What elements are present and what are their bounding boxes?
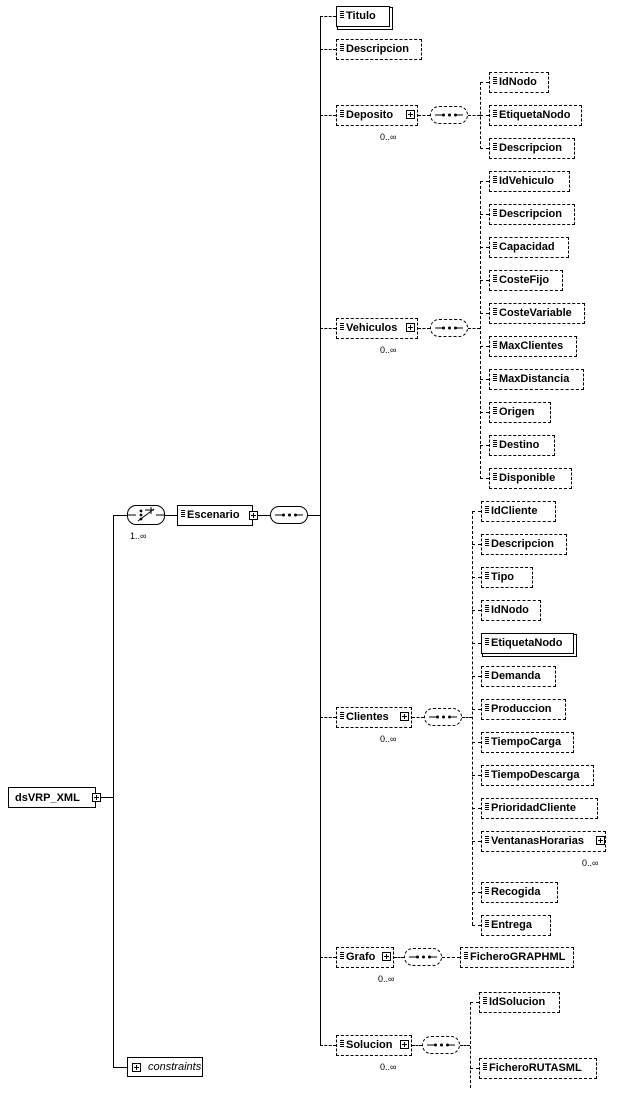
element-label: TiempoCarga (491, 736, 562, 748)
choice-occurrence: 1..∞ (130, 531, 147, 541)
ventanashorarias-expander-icon[interactable] (596, 836, 605, 845)
element-label: Deposito (346, 109, 394, 121)
connector (480, 313, 489, 314)
connector (480, 280, 489, 281)
element-label: Capacidad (499, 241, 555, 253)
connector (418, 328, 430, 329)
connector (480, 181, 489, 182)
connector (480, 445, 489, 446)
element-label: Recogida (491, 886, 541, 898)
connector (101, 797, 113, 798)
connector (113, 515, 127, 516)
element-label: IdVehiculo (499, 175, 555, 187)
connector (472, 892, 481, 893)
element-recogida[interactable] (481, 882, 558, 903)
element-label: IdSolucion (489, 996, 546, 1008)
element-prioridadcliente[interactable] (481, 798, 598, 819)
connector (480, 82, 489, 83)
element-disponible[interactable] (489, 468, 572, 489)
element-label: Produccion (491, 703, 552, 715)
element-demanda[interactable] (481, 666, 556, 687)
element-label: CosteFijo (499, 274, 550, 286)
element-etiquetanodo-deposito[interactable] (489, 105, 582, 126)
element-destino[interactable] (489, 435, 555, 456)
connector (472, 841, 481, 842)
deposito-expander-icon[interactable] (406, 110, 415, 119)
element-descripcion-deposito[interactable] (489, 138, 575, 159)
element-label: Demanda (491, 670, 541, 682)
connector (472, 610, 481, 611)
element-label: Descripcion (499, 208, 562, 220)
connector (462, 717, 472, 718)
connector (480, 478, 489, 479)
choice-compositor[interactable] (127, 505, 165, 525)
element-tiempocarga[interactable] (481, 732, 574, 753)
clientes-occurrence: 0..∞ (380, 734, 397, 744)
element-idcliente[interactable] (481, 501, 556, 522)
element-label: Destino (499, 439, 540, 451)
vehiculos-occurrence: 0..∞ (380, 345, 397, 355)
connector (472, 511, 481, 512)
connector (320, 16, 321, 1045)
connector (165, 515, 177, 516)
connector (113, 797, 114, 1067)
element-tipo[interactable] (481, 567, 533, 588)
connector (480, 412, 489, 413)
vehiculos-expander-icon[interactable] (406, 323, 415, 332)
connector (418, 115, 430, 116)
connector (460, 1045, 470, 1046)
element-label: Titulo (346, 10, 376, 22)
connector (480, 379, 489, 380)
root-element-dsvrp-xml[interactable] (8, 787, 96, 808)
sequence-compositor-solucion[interactable] (422, 1036, 460, 1054)
connector (470, 1002, 479, 1003)
connector (442, 957, 460, 958)
connector (480, 115, 489, 116)
element-label: MaxClientes (499, 340, 564, 352)
element-label: FicheroGRAPHML (470, 951, 566, 963)
element-label: EtiquetaNodo (491, 637, 563, 649)
element-label: IdNodo (491, 604, 529, 616)
connector (472, 775, 481, 776)
grafo-occurrence: 0..∞ (378, 974, 395, 984)
connector (113, 515, 114, 798)
element-idsolucion[interactable] (479, 992, 560, 1013)
element-label: FicheroRUTASML (489, 1062, 582, 1074)
element-label: MaxDistancia (499, 373, 570, 385)
element-label: Escenario (187, 509, 240, 521)
element-capacidad[interactable] (489, 237, 569, 258)
element-idnodo-deposito[interactable] (489, 72, 549, 93)
element-label: IdCliente (491, 505, 538, 517)
constraints-expander-icon[interactable] (132, 1063, 141, 1072)
connector (320, 1045, 336, 1046)
element-entrega[interactable] (481, 915, 551, 936)
element-label: PrioridadCliente (491, 802, 576, 814)
sequence-compositor-escenario[interactable] (270, 506, 308, 524)
element-idnodo-cliente[interactable] (481, 600, 541, 621)
connector (412, 1045, 422, 1046)
connector (320, 328, 336, 329)
connector (472, 577, 481, 578)
element-descripcion-vehiculo[interactable] (489, 204, 575, 225)
connector (472, 709, 481, 710)
element-maxclientes[interactable] (489, 336, 577, 357)
element-label: Origen (499, 406, 535, 418)
element-label: TiempoDescarga (491, 769, 580, 781)
connector (320, 115, 336, 116)
solucion-occurrence: 0..∞ (380, 1062, 397, 1072)
constraints-box[interactable] (127, 1057, 203, 1077)
connector (468, 115, 480, 116)
connector (480, 181, 481, 479)
element-produccion[interactable] (481, 699, 566, 720)
element-maxdistancia[interactable] (489, 369, 584, 390)
element-ventanashorarias[interactable] (481, 831, 606, 852)
element-descripcion-cliente[interactable] (481, 534, 567, 555)
element-label: VentanasHorarias (491, 835, 584, 847)
ventanashorarias-occurrence: 0..∞ (582, 858, 599, 868)
element-escenario[interactable] (177, 505, 253, 526)
element-costevariable[interactable] (489, 303, 585, 324)
root-label: dsVRP_XML (15, 791, 80, 804)
element-label: EtiquetaNodo (499, 109, 571, 121)
connector (472, 643, 481, 644)
deposito-occurrence: 0..∞ (380, 132, 397, 142)
root-expander-icon[interactable] (92, 793, 101, 802)
connector (470, 1002, 471, 1088)
element-ficherographml[interactable] (460, 947, 574, 968)
connector (472, 808, 481, 809)
element-label: Entrega (491, 919, 532, 931)
sequence-compositor-vehiculos[interactable] (430, 319, 468, 337)
element-titulo[interactable] (336, 6, 390, 27)
connector (480, 247, 489, 248)
escenario-expander-icon[interactable] (249, 511, 258, 520)
element-label: Solucion (346, 1039, 393, 1051)
clientes-expander-icon[interactable] (400, 712, 409, 721)
grafo-expander-icon[interactable] (382, 952, 391, 961)
sequence-compositor-grafo[interactable] (404, 948, 442, 966)
connector (472, 511, 473, 925)
element-idvehiculo[interactable] (489, 171, 570, 192)
element-origen[interactable] (489, 402, 551, 423)
connector (320, 717, 336, 718)
connector (468, 328, 480, 329)
constraints-label: constraints (148, 1061, 202, 1073)
connector (320, 957, 336, 958)
connector (480, 214, 489, 215)
connector (480, 148, 489, 149)
solucion-expander-icon[interactable] (400, 1040, 409, 1049)
element-label: Disponible (499, 472, 556, 484)
connector (412, 717, 424, 718)
connector (320, 49, 336, 50)
element-label: Descripcion (346, 43, 409, 55)
sequence-compositor-clientes[interactable] (424, 708, 462, 726)
connector (472, 742, 481, 743)
connector (258, 515, 270, 516)
element-label: Clientes (346, 711, 389, 723)
connector (320, 16, 336, 17)
connector (113, 1067, 127, 1068)
element-costefijo[interactable] (489, 270, 563, 291)
element-tiempodescarga[interactable] (481, 765, 594, 786)
element-label: Descripcion (499, 142, 562, 154)
connector (480, 346, 489, 347)
sequence-compositor-deposito[interactable] (430, 106, 468, 124)
connector (472, 676, 481, 677)
element-descripcion[interactable] (336, 39, 422, 60)
element-ficherorutasml[interactable] (479, 1058, 597, 1079)
element-etiquetanodo-cliente[interactable] (481, 633, 574, 654)
element-label: CosteVariable (499, 307, 572, 319)
element-label: Descripcion (491, 538, 554, 550)
element-label: Tipo (491, 571, 515, 583)
element-label: Vehiculos (346, 322, 398, 334)
connector (470, 1068, 479, 1069)
connector (472, 925, 481, 926)
connector (308, 515, 320, 516)
connector (394, 957, 404, 958)
connector (472, 544, 481, 545)
element-label: Grafo (346, 951, 376, 963)
element-label: IdNodo (499, 76, 537, 88)
